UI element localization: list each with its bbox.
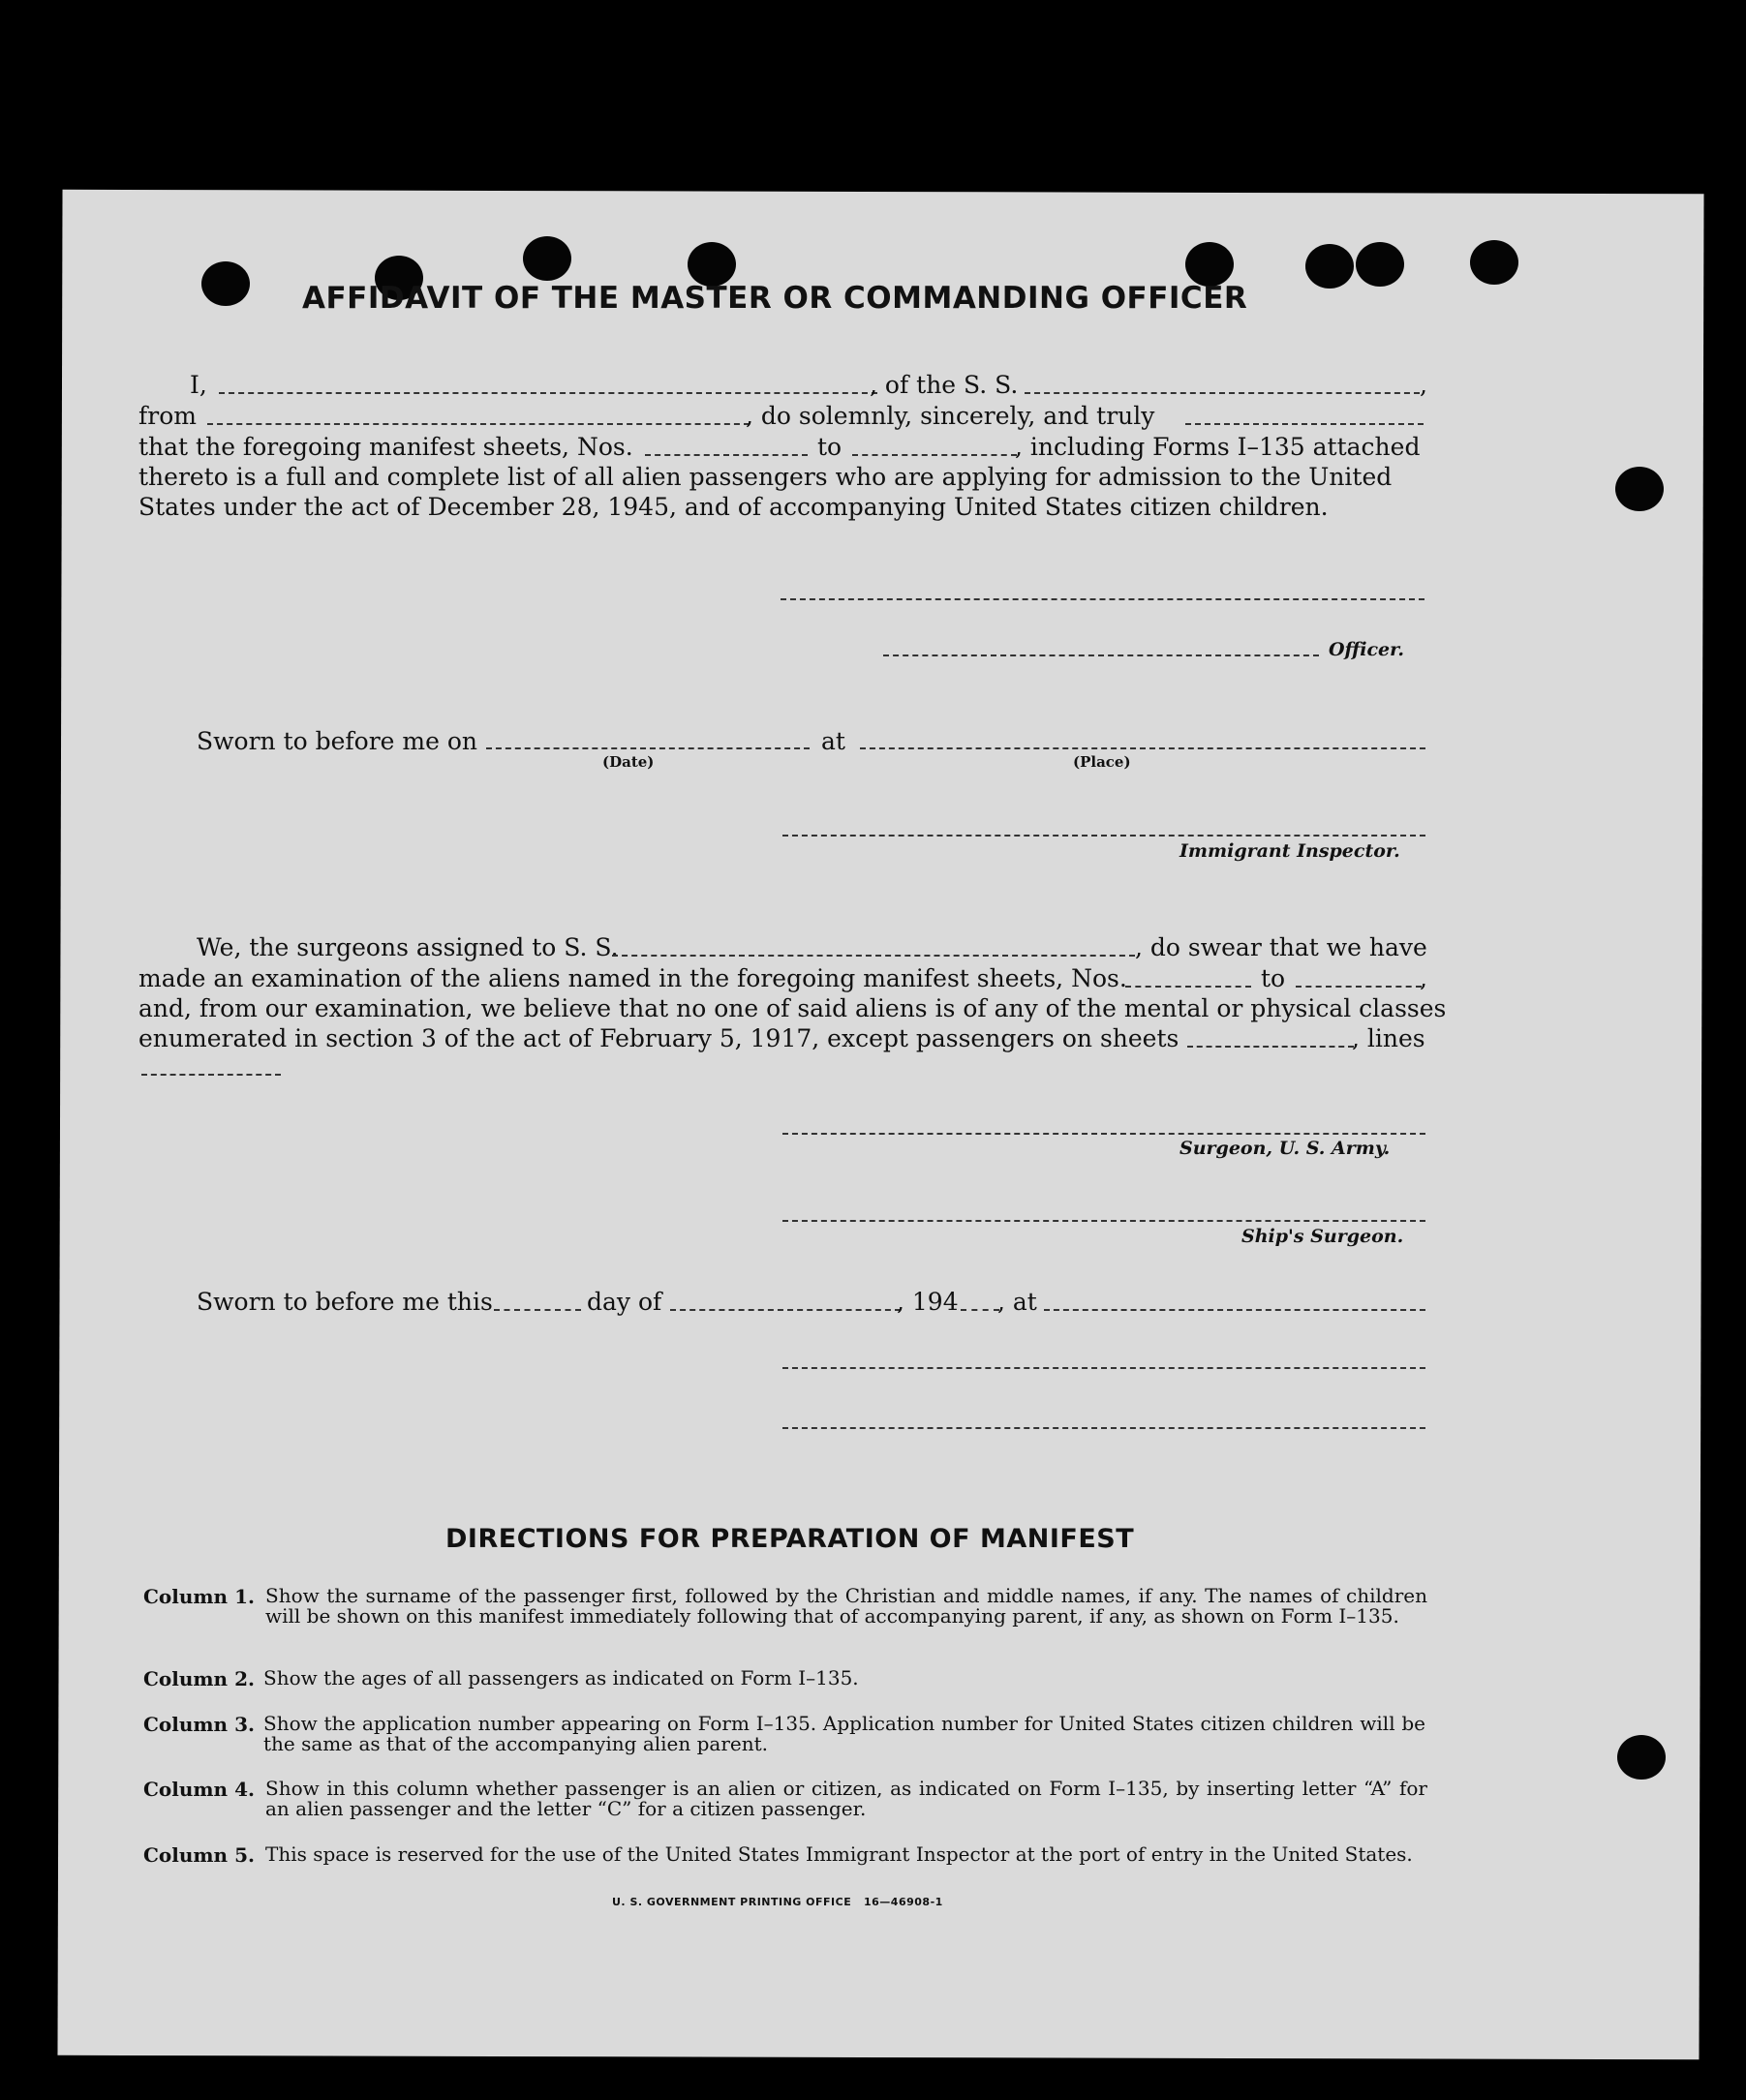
date-caption: (Date)	[602, 753, 655, 771]
punch-hole	[1356, 242, 1404, 287]
punch-hole	[1470, 240, 1518, 285]
punch-hole	[1615, 467, 1664, 511]
column-3-text: Show the application number appearing on Form I–135. Application number for United States citizen children will be the same as that of the accompanying alien parent.	[263, 1712, 1425, 1755]
affidavit-manifest-sheets: that the foregoing manifest sheets, Nos.	[138, 433, 633, 461]
officer-label: Officer.	[1329, 639, 1405, 660]
exception-lines-field[interactable]	[141, 1074, 281, 1076]
surgeons-ship-field[interactable]	[612, 955, 1135, 957]
inspector-signature-line[interactable]	[782, 835, 1425, 837]
sworn-month-field[interactable]	[670, 1309, 901, 1311]
column-3-label: Column 3.	[143, 1713, 255, 1736]
ship-surgeon-label: Ship's Surgeon.	[1241, 1226, 1404, 1247]
ship-surgeon-signature-line[interactable]	[782, 1220, 1425, 1222]
exception-sheets-field[interactable]	[1187, 1046, 1354, 1048]
affidavit-title: AFFIDAVIT OF THE MASTER OR COMMANDING OFFICER	[302, 281, 1248, 316]
oath-field[interactable]	[1185, 423, 1424, 425]
sworn-before-on: Sworn to before me on	[197, 727, 478, 755]
punch-hole	[1617, 1735, 1666, 1780]
port-from-field[interactable]	[207, 423, 750, 425]
sworn-at: at	[821, 727, 845, 755]
surgeons-line1: We, the surgeons assigned to S. S.	[197, 933, 619, 961]
column-1-label: Column 1.	[143, 1585, 255, 1608]
officer-signature-line-2[interactable]	[883, 654, 1319, 656]
directions-title: DIRECTIONS FOR PREPARATION OF MANIFEST	[445, 1524, 1135, 1554]
sworn-signature-line-2[interactable]	[782, 1427, 1425, 1429]
sworn-at-2: , at	[997, 1288, 1037, 1316]
column-5-text: This space is reserved for the use of the United States Immigrant Inspector at the port of entry in the United States.	[265, 1842, 1413, 1866]
sworn-signature-line-1[interactable]	[782, 1367, 1425, 1369]
punch-hole	[523, 236, 571, 281]
surgeons-sheets-to-field[interactable]	[1296, 986, 1422, 988]
affidavit-of-ss: , of the S. S.	[870, 371, 1019, 399]
column-2-label: Column 2.	[143, 1667, 255, 1690]
surgeons-line3: and, from our examination, we believe that no one of said aliens is of any of the mental or physical classes	[138, 994, 1447, 1022]
sworn-place-field-2[interactable]	[1044, 1309, 1425, 1311]
affidavit-line4: thereto is a full and complete list of all alien passengers who are applying for admission to the United	[138, 463, 1393, 491]
sheets-from-field[interactable]	[645, 454, 808, 456]
affidavit-solemnly: , do solemnly, sincerely, and truly	[746, 402, 1155, 430]
surgeons-to: to	[1261, 964, 1286, 992]
column-4-label: Column 4.	[143, 1778, 255, 1801]
surgeons-sheets-from-field[interactable]	[1125, 986, 1251, 988]
affidavit-comma: ,	[1420, 371, 1427, 399]
surgeons-lines: , lines	[1352, 1024, 1425, 1052]
affidavit-forms: , including Forms I–135 attached	[1015, 433, 1421, 461]
sworn-year: , 194	[897, 1288, 959, 1316]
surgeons-swear: , do swear that we have	[1135, 933, 1427, 961]
column-4-text: Show in this column whether passenger is an alien or citizen, as indicated on Form I–135, by inserting letter “A” for an alien passenger and the letter “C” for a citizen passenger.	[265, 1777, 1427, 1820]
army-surgeon-label: Surgeon, U. S. Army.	[1179, 1138, 1391, 1159]
punch-hole	[1305, 244, 1354, 289]
column-1-text: Show the surname of the passenger first, followed by the Christian and middle names, if any. The names of children will be shown on this manifest immediately following that of accompanying parent, if any, as shown on Form I–135.	[265, 1584, 1427, 1628]
affidavit-i: I,	[190, 371, 207, 399]
column-5-label: Column 5.	[143, 1843, 255, 1867]
sworn-day-of: day of	[587, 1288, 662, 1316]
form-code: 16—46908-1	[864, 1896, 943, 1908]
sworn-date-field[interactable]	[486, 747, 810, 749]
column-2-text: Show the ages of all passengers as indicated on Form I–135.	[263, 1666, 859, 1689]
ship-name-field[interactable]	[1025, 392, 1420, 394]
sworn-place-field[interactable]	[860, 747, 1425, 749]
place-caption: (Place)	[1073, 753, 1131, 771]
sheets-to-field[interactable]	[852, 454, 1017, 456]
officer-signature-line-1[interactable]	[781, 598, 1424, 600]
army-surgeon-signature-line[interactable]	[782, 1133, 1425, 1135]
immigrant-inspector-label: Immigrant Inspector.	[1179, 840, 1400, 862]
printing-office: U. S. GOVERNMENT PRINTING OFFICE	[612, 1896, 852, 1908]
surgeons-comma: ,	[1420, 964, 1427, 992]
sworn-this: Sworn to before me this	[197, 1288, 493, 1316]
affidavit-line5: States under the act of December 28, 1945, and of accompanying United States citizen children.	[138, 493, 1329, 521]
surgeons-line4: enumerated in section 3 of the act of February 5, 1917, except passengers on sheets	[138, 1024, 1179, 1052]
surgeons-line2: made an examination of the aliens named in the foregoing manifest sheets, Nos.	[138, 964, 1127, 992]
affidavit-from: from	[138, 402, 197, 430]
master-name-field[interactable]	[219, 392, 877, 394]
sworn-day-field[interactable]	[494, 1309, 581, 1311]
sworn-year-field[interactable]	[961, 1309, 999, 1311]
punch-hole	[201, 261, 250, 306]
affidavit-to: to	[817, 433, 842, 461]
